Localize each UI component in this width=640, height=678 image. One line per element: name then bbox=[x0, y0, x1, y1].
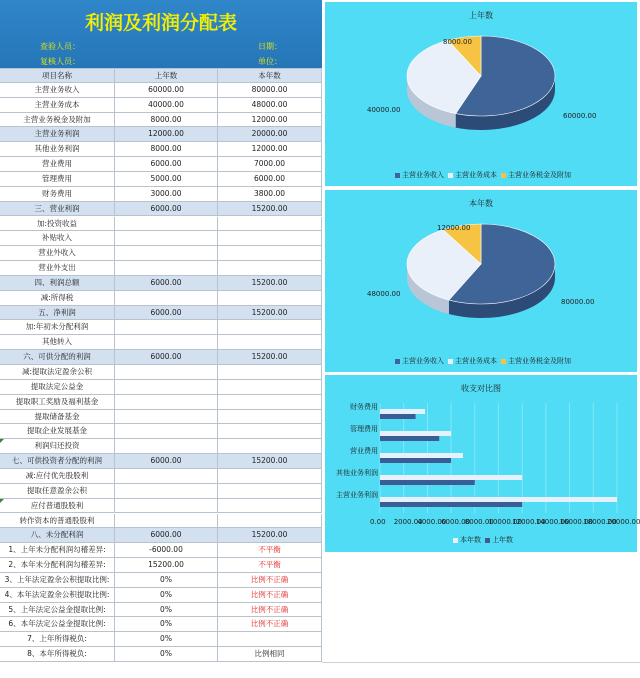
cell-prev-value[interactable]: 6000.00 bbox=[115, 454, 218, 468]
cell-prev-value[interactable] bbox=[115, 424, 218, 438]
cell-item-name[interactable]: 其他转入 bbox=[0, 335, 115, 349]
cell-item-name[interactable]: 五、净利润 bbox=[0, 306, 115, 320]
legend-swatch bbox=[501, 359, 506, 364]
cell-item-name[interactable]: 补贴收入 bbox=[0, 231, 115, 245]
bar[interactable] bbox=[380, 436, 439, 441]
cell-curr-value[interactable] bbox=[218, 335, 322, 349]
cell-prev-value[interactable] bbox=[115, 335, 218, 349]
category-label: 主营业务利润 bbox=[336, 491, 378, 499]
cell-curr-value[interactable] bbox=[218, 320, 322, 334]
cell-curr-value[interactable]: 3800.00 bbox=[218, 187, 322, 201]
cell-item-name[interactable]: 应付普通股股利 bbox=[0, 499, 115, 513]
table-row bbox=[0, 113, 322, 128]
legend-swatch bbox=[485, 538, 490, 543]
cell-item-name[interactable]: 提取储备基金 bbox=[0, 410, 115, 424]
category-label: 财务费用 bbox=[350, 403, 378, 411]
legend-label: 主营业务成本 bbox=[455, 171, 497, 179]
cell-item-name[interactable]: 6、本年法定公益金提取比例: bbox=[0, 617, 115, 631]
cell-prev-value[interactable]: 15200.00 bbox=[115, 558, 218, 572]
table-row bbox=[0, 514, 322, 529]
table-row bbox=[0, 365, 322, 380]
cell-prev-value[interactable]: 8000.00 bbox=[115, 142, 218, 156]
cell-curr-value[interactable] bbox=[218, 246, 322, 260]
sheet-title: 利润及利润分配表 bbox=[84, 12, 237, 34]
legend-label: 主营业务收入 bbox=[402, 357, 444, 365]
x-tick-label: 18000.00 bbox=[583, 518, 617, 526]
bar[interactable] bbox=[380, 458, 451, 463]
cell-curr-value[interactable]: 7000.00 bbox=[218, 157, 322, 171]
cell-curr-value[interactable] bbox=[218, 484, 322, 498]
cell-prev-value[interactable]: 0% bbox=[115, 588, 218, 602]
x-tick-label: 2000.00 bbox=[393, 518, 423, 526]
cell-prev-value[interactable] bbox=[115, 410, 218, 424]
cell-prev-value[interactable] bbox=[115, 217, 218, 231]
table-row bbox=[0, 410, 322, 425]
table-row bbox=[0, 424, 322, 439]
cell-prev-value[interactable]: 12000.00 bbox=[115, 127, 218, 141]
table-row bbox=[0, 454, 322, 469]
bar[interactable] bbox=[380, 497, 617, 502]
cell-item-name[interactable]: 8、本年所得税负: bbox=[0, 647, 115, 661]
cell-prev-value[interactable] bbox=[115, 380, 218, 394]
cell-curr-value[interactable]: 15200.00 bbox=[218, 454, 322, 468]
bar[interactable] bbox=[380, 453, 463, 458]
category-label: 管理费用 bbox=[350, 425, 378, 433]
table-row bbox=[0, 439, 322, 454]
cell-prev-value[interactable] bbox=[115, 484, 218, 498]
pie-data-label: 80000.00 bbox=[561, 298, 595, 306]
table-row bbox=[0, 499, 322, 514]
table-row bbox=[0, 632, 322, 647]
chart-legend bbox=[325, 356, 637, 366]
legend-swatch bbox=[448, 359, 453, 364]
x-tick-label: 16000.00 bbox=[559, 518, 593, 526]
cell-item-name[interactable]: 提取任意盈余公积 bbox=[0, 484, 115, 498]
legend-label: 上年数 bbox=[492, 536, 513, 544]
table-row bbox=[0, 291, 322, 306]
cell-item-name[interactable]: 减:所得税 bbox=[0, 291, 115, 305]
legend-label: 主营业务税金及附加 bbox=[508, 357, 571, 365]
bar[interactable] bbox=[380, 475, 522, 480]
cell-prev-value[interactable]: 6000.00 bbox=[115, 306, 218, 320]
cell-prev-value[interactable]: 0% bbox=[115, 617, 218, 631]
cell-curr-value[interactable] bbox=[218, 514, 322, 528]
cell-item-name[interactable]: 七、可供投资者分配的利润 bbox=[0, 454, 115, 468]
cell-curr-value[interactable] bbox=[218, 380, 322, 394]
bar[interactable] bbox=[380, 431, 451, 436]
cell-item-name[interactable]: 四、利润总额 bbox=[0, 276, 115, 290]
cell-item-name[interactable]: 财务费用 bbox=[0, 187, 115, 201]
table-row bbox=[0, 98, 322, 113]
cell-item-name[interactable]: 三、营业利润 bbox=[0, 202, 115, 216]
cell-prev-value[interactable]: 6000.00 bbox=[115, 157, 218, 171]
inspector-label: 查验人员： bbox=[40, 42, 80, 51]
chart-title: 收支对比图 bbox=[461, 384, 501, 393]
cell-curr-value[interactable]: 6000.00 bbox=[218, 172, 322, 186]
cell-item-name[interactable]: 提取职工奖励及福利基金 bbox=[0, 395, 115, 409]
cell-prev-value[interactable] bbox=[115, 439, 218, 453]
chart-title: 上年数 bbox=[469, 11, 493, 20]
chart-legend bbox=[325, 170, 637, 180]
cell-curr-value[interactable] bbox=[218, 439, 322, 453]
table-row bbox=[0, 588, 322, 603]
chart-title: 本年数 bbox=[469, 199, 493, 208]
pie-chart bbox=[325, 2, 637, 182]
cell-item-name[interactable]: 加:年初未分配利润 bbox=[0, 320, 115, 334]
date-label: 日期： bbox=[258, 42, 282, 51]
pie-data-label: 40000.00 bbox=[367, 106, 401, 114]
table-row bbox=[0, 380, 322, 395]
cell-item-name[interactable]: 1、上年未分配利润勾稽差异: bbox=[0, 543, 115, 557]
pie-data-label: 60000.00 bbox=[563, 112, 597, 120]
table-row bbox=[0, 484, 322, 499]
cell-prev-value[interactable]: 8000.00 bbox=[115, 113, 218, 127]
cell-curr-value[interactable]: 12000.00 bbox=[218, 142, 322, 156]
cell-curr-value[interactable]: 比例不正确 bbox=[218, 573, 322, 587]
cell-curr-value[interactable]: 不平衡 bbox=[218, 543, 322, 557]
x-tick-label: 0.00 bbox=[370, 518, 386, 526]
legend-swatch bbox=[395, 359, 400, 364]
legend-swatch bbox=[501, 173, 506, 178]
cell-prev-value[interactable] bbox=[115, 469, 218, 483]
cell-prev-value[interactable] bbox=[115, 231, 218, 245]
cell-item-name[interactable]: 转作资本的普通股股利 bbox=[0, 514, 115, 528]
cell-prev-value[interactable]: 0% bbox=[115, 647, 218, 661]
cell-curr-value[interactable]: 比例不正确 bbox=[218, 617, 322, 631]
legend-label: 主营业务成本 bbox=[455, 357, 497, 365]
table-row bbox=[0, 157, 322, 172]
cell-curr-value[interactable] bbox=[218, 365, 322, 379]
cell-curr-value[interactable] bbox=[218, 469, 322, 483]
x-tick-label: 14000.00 bbox=[535, 518, 570, 526]
cell-prev-value[interactable] bbox=[115, 320, 218, 334]
header-cell-prev[interactable]: 上年数 bbox=[115, 69, 218, 82]
cell-item-name[interactable]: 7、上年所得税负: bbox=[0, 632, 115, 646]
cell-item-name[interactable]: 其他业务利润 bbox=[0, 142, 115, 156]
cell-item-name[interactable]: 主营业务税金及附加 bbox=[0, 113, 115, 127]
cell-item-name[interactable]: 减:应付优先股股利 bbox=[0, 469, 115, 483]
cell-curr-value[interactable] bbox=[218, 499, 322, 513]
table-row bbox=[0, 335, 322, 350]
cell-curr-value[interactable] bbox=[218, 231, 322, 245]
title-band bbox=[0, 0, 322, 68]
pie-data-label: 48000.00 bbox=[367, 290, 401, 298]
cell-prev-value[interactable]: 3000.00 bbox=[115, 187, 218, 201]
table-header-row bbox=[0, 68, 322, 83]
cell-curr-value[interactable]: 15200.00 bbox=[218, 306, 322, 320]
cell-item-name[interactable]: 利润归还投资 bbox=[0, 439, 115, 453]
cell-prev-value[interactable]: 0% bbox=[115, 632, 218, 646]
cell-curr-value[interactable]: 比例不正确 bbox=[218, 588, 322, 602]
table-row bbox=[0, 617, 322, 632]
cell-item-name[interactable]: 4、本年法定盈余公积提取比例: bbox=[0, 588, 115, 602]
table-row bbox=[0, 246, 322, 261]
cell-item-name[interactable]: 营业外支出 bbox=[0, 261, 115, 275]
cell-prev-value[interactable]: 6000.00 bbox=[115, 276, 218, 290]
cell-item-name[interactable]: 六、可供分配的利润 bbox=[0, 350, 115, 364]
table-row bbox=[0, 231, 322, 246]
cell-prev-value[interactable]: 60000.00 bbox=[115, 83, 218, 97]
legend-label: 主营业务税金及附加 bbox=[508, 171, 571, 179]
cell-curr-value[interactable] bbox=[218, 395, 322, 409]
cell-item-name[interactable]: 3、上年法定盈余公积提取比例: bbox=[0, 573, 115, 587]
x-tick-label: 6000.00 bbox=[441, 518, 471, 526]
table-row bbox=[0, 217, 322, 232]
category-label: 营业费用 bbox=[350, 447, 378, 455]
cell-prev-value[interactable] bbox=[115, 499, 218, 513]
cell-prev-value[interactable] bbox=[115, 291, 218, 305]
sheet-gridlines bbox=[322, 662, 640, 678]
cell-curr-value[interactable]: 15200.00 bbox=[218, 202, 322, 216]
bar[interactable] bbox=[380, 502, 522, 507]
cell-prev-value[interactable]: 6000.00 bbox=[115, 528, 218, 542]
pie-chart bbox=[325, 190, 637, 370]
bar-chart-panel[interactable] bbox=[325, 375, 640, 552]
cell-curr-value[interactable]: 15200.00 bbox=[218, 528, 322, 542]
cell-item-name[interactable]: 主营业务利润 bbox=[0, 127, 115, 141]
table-row bbox=[0, 142, 322, 157]
table-row bbox=[0, 350, 322, 365]
table-row bbox=[0, 127, 322, 142]
table-row bbox=[0, 647, 322, 662]
cell-curr-value[interactable]: 12000.00 bbox=[218, 113, 322, 127]
pie-data-label: 8000.00 bbox=[443, 38, 472, 46]
cell-curr-value[interactable]: 比例相同 bbox=[218, 647, 322, 661]
cell-item-name[interactable]: 提取企业发展基金 bbox=[0, 424, 115, 438]
cell-curr-value[interactable]: 比例不正确 bbox=[218, 603, 322, 617]
cell-item-name[interactable]: 主营业务成本 bbox=[0, 98, 115, 112]
cell-curr-value[interactable] bbox=[218, 424, 322, 438]
cell-curr-value[interactable]: 15200.00 bbox=[218, 350, 322, 364]
table-row bbox=[0, 83, 322, 98]
cell-prev-value[interactable] bbox=[115, 395, 218, 409]
legend-label: 本年数 bbox=[460, 536, 481, 544]
cell-prev-value[interactable] bbox=[115, 246, 218, 260]
cell-prev-value[interactable] bbox=[115, 261, 218, 275]
legend-label: 主营业务收入 bbox=[402, 171, 444, 179]
cell-item-name[interactable]: 减:提取法定盈余公积 bbox=[0, 365, 115, 379]
pie-chart-prev-panel[interactable] bbox=[325, 2, 637, 186]
cell-curr-value[interactable] bbox=[218, 217, 322, 231]
table-row bbox=[0, 395, 322, 410]
cell-curr-value[interactable]: 15200.00 bbox=[218, 276, 322, 290]
cell-prev-value[interactable]: 6000.00 bbox=[115, 202, 218, 216]
table-row bbox=[0, 202, 322, 217]
table-row bbox=[0, 261, 322, 276]
cell-item-name[interactable]: 提取法定公益金 bbox=[0, 380, 115, 394]
pie-data-label: 12000.00 bbox=[437, 224, 471, 232]
cell-item-name[interactable]: 主营业务收入 bbox=[0, 83, 115, 97]
table-row bbox=[0, 187, 322, 202]
cell-prev-value[interactable]: -6000.00 bbox=[115, 543, 218, 557]
table-row bbox=[0, 573, 322, 588]
table-row bbox=[0, 543, 322, 558]
x-tick-label: 12000.00 bbox=[512, 518, 546, 526]
cell-curr-value[interactable]: 20000.00 bbox=[218, 127, 322, 141]
cell-curr-value[interactable]: 不平衡 bbox=[218, 558, 322, 572]
cell-item-name[interactable]: 2、本年未分配利润勾稽差异: bbox=[0, 558, 115, 572]
cell-item-name[interactable]: 营业外收入 bbox=[0, 246, 115, 260]
legend-swatch bbox=[448, 173, 453, 178]
cell-prev-value[interactable]: 0% bbox=[115, 603, 218, 617]
legend-swatch bbox=[395, 173, 400, 178]
legend-swatch bbox=[453, 538, 458, 543]
cell-curr-value[interactable] bbox=[218, 632, 322, 646]
reviewer-label: 复核人员： bbox=[40, 57, 80, 66]
cell-curr-value[interactable]: 80000.00 bbox=[218, 83, 322, 97]
cell-item-name[interactable]: 加:投资收益 bbox=[0, 217, 115, 231]
cell-prev-value[interactable]: 0% bbox=[115, 573, 218, 587]
table-row bbox=[0, 172, 322, 187]
bar[interactable] bbox=[380, 409, 425, 414]
x-tick-label: 10000.00 bbox=[488, 518, 522, 526]
cell-item-name[interactable]: 营业费用 bbox=[0, 157, 115, 171]
charts-area bbox=[322, 0, 640, 678]
unit-label: 单位： bbox=[258, 57, 282, 66]
cell-prev-value[interactable]: 6000.00 bbox=[115, 350, 218, 364]
cell-curr-value[interactable]: 48000.00 bbox=[218, 98, 322, 112]
table-row bbox=[0, 320, 322, 335]
cell-curr-value[interactable] bbox=[218, 410, 322, 424]
table-row bbox=[0, 558, 322, 573]
cell-item-name[interactable]: 管理费用 bbox=[0, 172, 115, 186]
x-tick-label: 20000.00 bbox=[607, 518, 640, 526]
cell-prev-value[interactable]: 40000.00 bbox=[115, 98, 218, 112]
category-label: 其他业务利润 bbox=[336, 469, 378, 477]
table-row bbox=[0, 603, 322, 618]
x-tick-label: 4000.00 bbox=[417, 518, 447, 526]
header-cell-curr[interactable]: 本年数 bbox=[218, 69, 322, 82]
cell-prev-value[interactable] bbox=[115, 365, 218, 379]
header-cell-item[interactable]: 项目名称 bbox=[0, 69, 115, 82]
table-row bbox=[0, 306, 322, 321]
table-row bbox=[0, 528, 322, 543]
table-row bbox=[0, 469, 322, 484]
pie-chart-curr-panel[interactable] bbox=[325, 190, 637, 372]
x-tick-label: 8000.00 bbox=[464, 518, 494, 526]
table-row bbox=[0, 276, 322, 291]
chart-legend bbox=[325, 535, 637, 545]
cell-prev-value[interactable] bbox=[115, 514, 218, 528]
bar[interactable] bbox=[380, 480, 475, 485]
cell-item-name[interactable]: 5、上年法定公益金提取比例: bbox=[0, 603, 115, 617]
bar[interactable] bbox=[380, 414, 416, 419]
cell-curr-value[interactable] bbox=[218, 261, 322, 275]
cell-curr-value[interactable] bbox=[218, 291, 322, 305]
cell-item-name[interactable]: 八、未分配利润 bbox=[0, 528, 115, 542]
cell-prev-value[interactable]: 5000.00 bbox=[115, 172, 218, 186]
